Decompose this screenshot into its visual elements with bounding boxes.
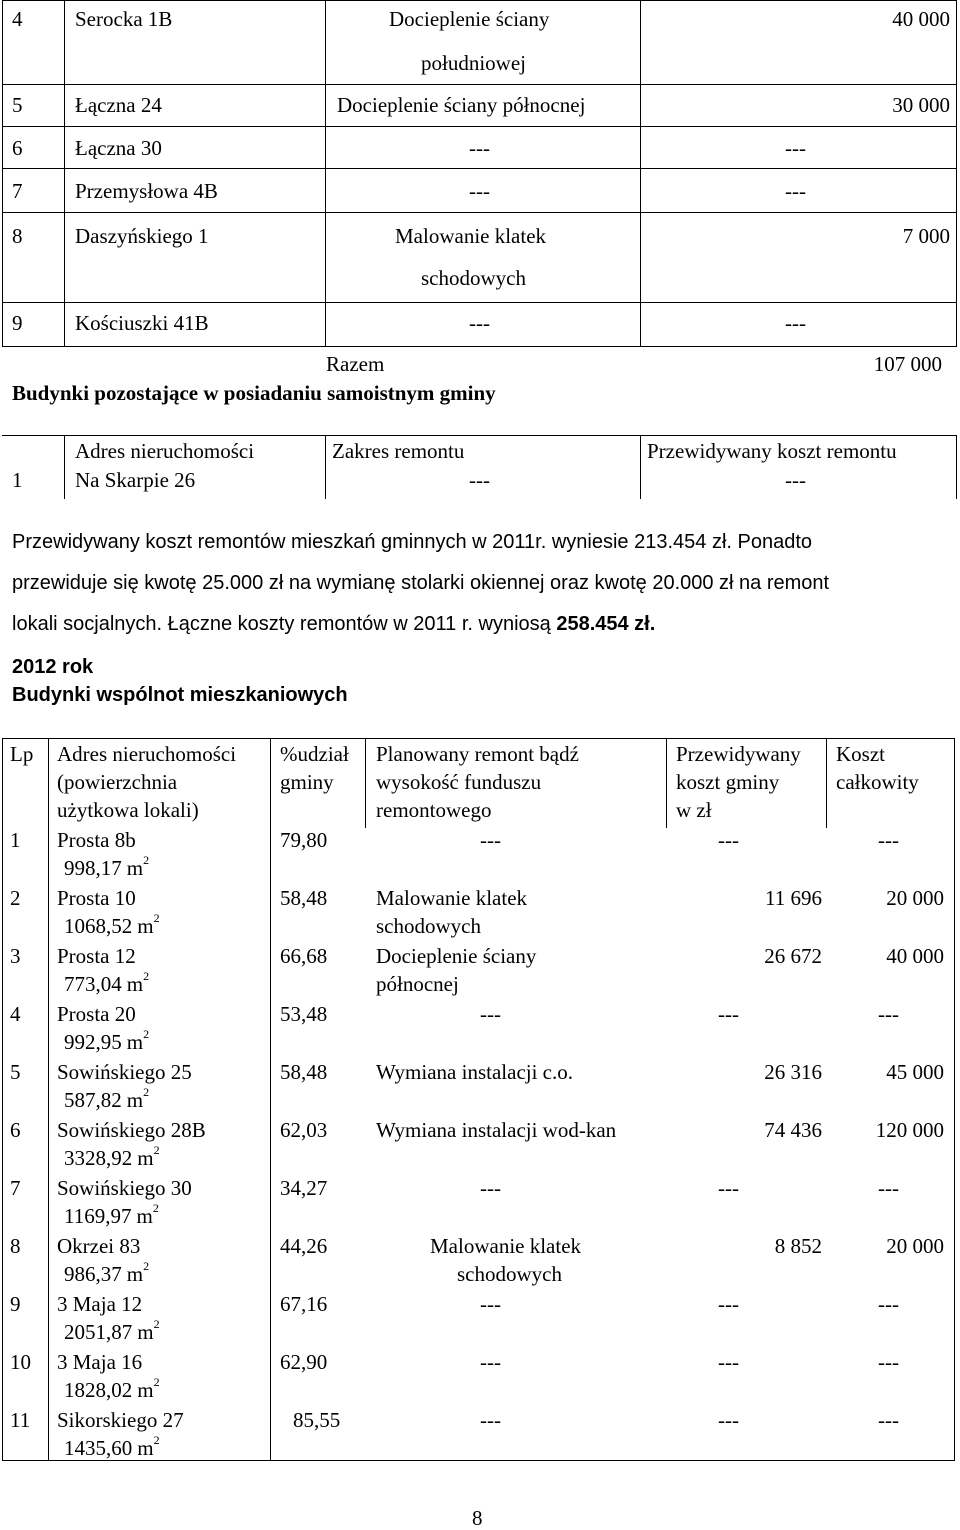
row-plan: --- — [480, 828, 501, 852]
row-municipal-cost: --- — [718, 828, 739, 852]
row-municipal-cost: --- — [718, 1002, 739, 1026]
row-area — [64, 1143, 160, 1170]
row-lp: 3 — [10, 944, 21, 968]
header-plan: Planowany remont bądź — [376, 742, 579, 766]
header-plan: wysokość funduszu — [376, 770, 542, 794]
row-area-unit: m — [126, 1088, 144, 1112]
row-area — [64, 1027, 150, 1054]
row-area-sup: 2 — [153, 1375, 160, 1389]
row-area-unit: m — [126, 856, 144, 880]
top-row-cost: --- — [785, 311, 806, 335]
header-address: (powierzchnia — [57, 770, 178, 794]
top-row-scope: Malowanie klatek — [395, 224, 547, 248]
row-plan: Wymiana instalacji c.o. — [376, 1060, 573, 1084]
row-municipal-cost: 11 696 — [765, 886, 822, 910]
row-plan: --- — [480, 1408, 501, 1432]
row-total-cost: --- — [878, 828, 899, 852]
row-area-sup: 2 — [143, 1085, 150, 1099]
row-area-sup: 2 — [143, 1027, 150, 1041]
row-address: Prosta 12 — [57, 944, 136, 968]
row-area-value: 998,17 — [64, 856, 122, 880]
row-total-cost: 120 000 — [875, 1118, 944, 1142]
row-area — [64, 969, 150, 996]
top-row-cost: --- — [785, 179, 806, 203]
row-area-sup: 2 — [153, 1317, 160, 1331]
row-lp: 9 — [10, 1292, 21, 1316]
header-municipal-cost: w zł — [676, 798, 712, 822]
row-area-value: 1435,60 — [64, 1436, 133, 1460]
row-area-unit: m — [137, 1378, 154, 1402]
row-area-value: 773,04 — [64, 972, 122, 996]
row-total-cost: --- — [878, 1350, 899, 1374]
header-total-cost: całkowity — [836, 770, 919, 794]
header-municipal-cost: Przewidywany — [676, 742, 801, 766]
row-area-value: 1068,52 — [64, 914, 133, 938]
row-area-unit: m — [136, 1204, 153, 1228]
top-row-address: Kościuszki 41B — [75, 311, 209, 335]
row-address: Sikorskiego 27 — [57, 1408, 184, 1432]
row-area-sup: 2 — [153, 1433, 160, 1447]
row-plan-cont: schodowych — [376, 914, 481, 938]
paragraph-line: przewiduje się kwotę 25.000 zł na wymianę stolarki okiennej oraz kwotę 20.000 zł na remont — [12, 572, 830, 594]
top-row-scope: --- — [469, 311, 490, 335]
row-area-value: 587,82 — [64, 1088, 122, 1112]
top-row-lp: 5 — [12, 93, 23, 117]
row-area-value: 992,95 — [64, 1030, 122, 1054]
row-share: 67,16 — [280, 1292, 328, 1316]
row-total-cost: 20 000 — [886, 886, 944, 910]
row-total-cost: --- — [878, 1408, 899, 1432]
year-heading: 2012 rok — [12, 656, 94, 678]
row-total-cost: 45 000 — [886, 1060, 944, 1084]
row-area-unit: m — [126, 972, 144, 996]
municipal-row-address: Na Skarpie 26 — [75, 468, 196, 492]
top-row-address: Łączna 30 — [75, 136, 162, 160]
row-municipal-cost: 74 436 — [764, 1118, 822, 1142]
row-share: 85,55 — [293, 1408, 341, 1432]
top-row-cost: 40 000 — [892, 7, 950, 31]
top-row-address: Daszyńskiego 1 — [75, 224, 209, 248]
row-share: 58,48 — [280, 886, 328, 910]
header-address: Adres nieruchomości — [57, 742, 237, 766]
row-plan: --- — [480, 1292, 501, 1316]
row-municipal-cost: --- — [718, 1292, 739, 1316]
row-share: 62,03 — [280, 1118, 328, 1142]
row-area — [64, 1433, 160, 1460]
row-municipal-cost: --- — [718, 1350, 739, 1374]
row-municipal-cost: 26 316 — [764, 1060, 822, 1084]
row-lp: 5 — [10, 1060, 21, 1084]
row-total-cost: --- — [878, 1002, 899, 1026]
top-row-scope: --- — [469, 136, 490, 160]
row-area-sup: 2 — [153, 1143, 160, 1157]
row-share: 62,90 — [280, 1350, 328, 1374]
row-share: 79,80 — [280, 828, 328, 852]
total-label: Razem — [326, 352, 385, 376]
row-lp: 6 — [10, 1118, 21, 1142]
top-row-scope: Docieplenie ściany północnej — [337, 93, 586, 117]
row-plan: Docieplenie ściany — [376, 944, 537, 968]
row-share: 34,27 — [280, 1176, 328, 1200]
row-total-cost: --- — [878, 1292, 899, 1316]
top-row-cost: --- — [785, 136, 806, 160]
row-plan: Malowanie klatek — [376, 886, 528, 910]
row-area-value: 3328,92 — [64, 1146, 133, 1170]
row-area-value: 1169,97 — [64, 1204, 132, 1228]
municipal-row-lp: 1 — [12, 468, 23, 492]
row-area-sup: 2 — [153, 911, 160, 925]
page-number: 8 — [472, 1506, 483, 1530]
municipal-row-cost: --- — [785, 468, 806, 492]
row-area-value: 1828,02 — [64, 1378, 133, 1402]
row-plan: Malowanie klatek — [430, 1234, 582, 1258]
row-area-unit: m — [137, 1146, 154, 1170]
row-address: Prosta 20 — [57, 1002, 136, 1026]
top-row-lp: 8 — [12, 224, 23, 248]
row-area-sup: 2 — [152, 1201, 159, 1215]
row-share: 53,48 — [280, 1002, 328, 1026]
top-row-address: Serocka 1B — [75, 7, 173, 31]
top-row-scope: --- — [469, 179, 490, 203]
row-area — [64, 1375, 160, 1402]
row-area-value: 986,37 — [64, 1262, 122, 1286]
row-plan-cont: schodowych — [457, 1262, 562, 1286]
row-area — [64, 1201, 159, 1228]
top-row-scope: Docieplenie ściany — [389, 7, 550, 31]
top-row-scope-cont: południowej — [421, 51, 526, 75]
row-plan: Wymiana instalacji wod-kan — [376, 1118, 617, 1142]
top-row-cost: 30 000 — [892, 93, 950, 117]
section-heading: Budynki wspólnot mieszkaniowych — [12, 684, 348, 706]
municipal-header-cost: Przewidywany koszt remontu — [647, 439, 897, 463]
row-lp: 1 — [10, 828, 21, 852]
header-lp: Lp — [10, 742, 34, 766]
municipal-header-scope: Zakres remontu — [332, 439, 465, 463]
top-row-scope-cont: schodowych — [421, 266, 526, 290]
row-area-unit: m — [137, 1436, 154, 1460]
row-municipal-cost: --- — [718, 1176, 739, 1200]
row-area — [64, 1259, 150, 1286]
municipal-header-address: Adres nieruchomości — [75, 439, 255, 463]
total-value: 107 000 — [873, 352, 942, 376]
row-plan: --- — [480, 1002, 501, 1026]
header-plan: remontowego — [376, 798, 492, 822]
top-row-address: Łączna 24 — [75, 93, 162, 117]
row-area-unit: m — [137, 914, 154, 938]
row-plan: --- — [480, 1176, 501, 1200]
row-address: Prosta 10 — [57, 886, 136, 910]
header-total-cost: Koszt — [836, 742, 885, 766]
row-address: 3 Maja 12 — [57, 1292, 143, 1316]
top-row-address: Przemysłowa 4B — [75, 179, 218, 203]
row-total-cost: 20 000 — [886, 1234, 944, 1258]
row-lp: 7 — [10, 1176, 21, 1200]
paragraph-text: lokali socjalnych. Łączne koszty remontów w 2011 r. wyniosą — [12, 613, 557, 635]
header-share: gminy — [280, 770, 334, 794]
row-municipal-cost: --- — [718, 1408, 739, 1432]
top-row-lp: 9 — [12, 311, 23, 335]
row-address: Okrzei 83 — [57, 1234, 141, 1258]
row-area-unit: m — [126, 1262, 144, 1286]
row-address: Sowińskiego 28B — [57, 1118, 206, 1142]
row-area — [64, 911, 160, 938]
top-row-lp: 7 — [12, 179, 23, 203]
header-municipal-cost: koszt gminy — [676, 770, 780, 794]
row-area-unit: m — [137, 1320, 154, 1344]
row-address: Prosta 8b — [57, 828, 136, 852]
row-total-cost: --- — [878, 1176, 899, 1200]
row-lp: 2 — [10, 886, 21, 910]
row-plan: --- — [480, 1350, 501, 1374]
row-municipal-cost: 8 852 — [774, 1234, 822, 1258]
row-address: 3 Maja 16 — [57, 1350, 143, 1374]
row-area-sup: 2 — [143, 853, 150, 867]
row-address: Sowińskiego 25 — [57, 1060, 192, 1084]
row-municipal-cost: 26 672 — [764, 944, 822, 968]
row-area-sup: 2 — [143, 969, 150, 983]
paragraph-total: 258.454 zł. — [556, 613, 656, 635]
header-share: %udział — [280, 742, 349, 766]
row-share: 66,68 — [280, 944, 328, 968]
row-address: Sowińskiego 30 — [57, 1176, 192, 1200]
row-share: 44,26 — [280, 1234, 328, 1258]
row-area — [64, 1317, 160, 1344]
row-lp: 4 — [10, 1002, 21, 1026]
top-row-lp: 4 — [12, 7, 23, 31]
municipal-heading: Budynki pozostające w posiadaniu samoistnym gminy — [12, 381, 496, 405]
paragraph-line: Przewidywany koszt remontów mieszkań gminnych w 2011r. wyniesie 213.454 zł. Ponadto — [12, 531, 813, 553]
row-area — [64, 1085, 150, 1112]
row-share: 58,48 — [280, 1060, 328, 1084]
header-address: użytkowa lokali) — [57, 798, 199, 822]
row-plan-cont: północnej — [376, 972, 459, 996]
paragraph-line — [12, 614, 655, 634]
municipal-row-scope: --- — [469, 468, 490, 492]
row-total-cost: 40 000 — [886, 944, 944, 968]
top-row-cost: 7 000 — [902, 224, 950, 248]
row-area — [64, 853, 150, 880]
row-area-sup: 2 — [143, 1259, 150, 1273]
row-lp: 10 — [10, 1350, 31, 1374]
row-lp: 8 — [10, 1234, 21, 1258]
top-row-lp: 6 — [12, 136, 23, 160]
row-area-value: 2051,87 — [64, 1320, 133, 1344]
row-area-unit: m — [126, 1030, 144, 1054]
row-lp: 11 — [10, 1408, 31, 1432]
